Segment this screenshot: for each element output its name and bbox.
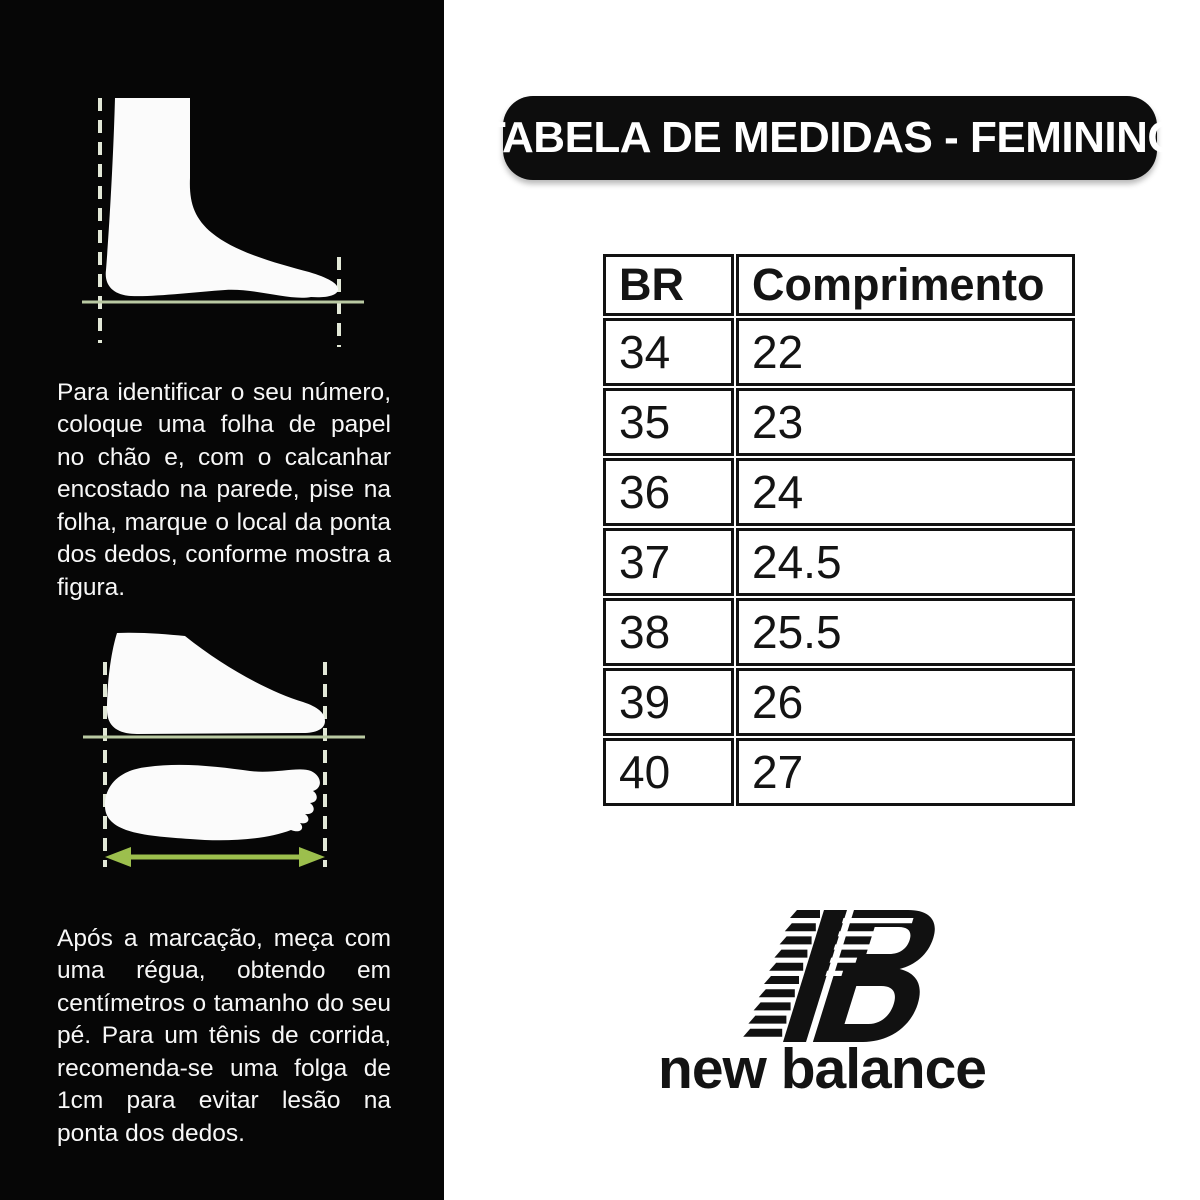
- size-length-cell: 23: [736, 388, 1075, 456]
- size-length-cell: 26: [736, 668, 1075, 736]
- size-br-cell: 40: [603, 738, 734, 806]
- instruction-text-2: Após a marcação, meça com uma régua, obtendo em centímetros o tamanho do seu pé. Para um tênis de corrida, recomenda-se uma folga de 1cm para evitar lesão na ponta dos dedos.: [57, 924, 391, 1147]
- size-br-cell: 37: [603, 528, 734, 596]
- size-length-cell: 27: [736, 738, 1075, 806]
- column-header-comprimento: Comprimento: [736, 254, 1075, 316]
- size-br-cell: 35: [603, 388, 734, 456]
- table-row: [603, 598, 1075, 666]
- table-header-row: [603, 254, 1075, 316]
- column-header-br: BR: [603, 254, 734, 316]
- footprint-silhouette: [105, 765, 320, 840]
- chart-title-banner: [478, 96, 1182, 180]
- table-row: [603, 318, 1075, 386]
- size-br-cell: 36: [603, 458, 734, 526]
- size-length-cell: 24: [736, 458, 1075, 526]
- table-row: [603, 738, 1075, 806]
- table-row: [603, 528, 1075, 596]
- table-row: [603, 388, 1075, 456]
- length-arrow: [105, 847, 325, 867]
- size-br-cell: 38: [603, 598, 734, 666]
- new-balance-logo-icon: [723, 910, 943, 1042]
- foot-silhouette: [106, 98, 338, 298]
- size-br-cell: 39: [603, 668, 734, 736]
- instruction-text-1: Para identificar o seu número, coloque uma folha de papel no chão e, com o calcanhar encostado na parede, pise na folha, marque o local da ponta dos dedos, conforme mostra a figura.: [57, 378, 391, 601]
- instructions-panel: [0, 0, 444, 1200]
- foot-profile-silhouette: [107, 633, 325, 734]
- foot-length-measure-icon: [75, 620, 375, 875]
- foot-side-profile-icon: [75, 90, 375, 355]
- size-table: [601, 252, 1077, 808]
- size-length-cell: 22: [736, 318, 1075, 386]
- size-length-cell: 24.5: [736, 528, 1075, 596]
- page-title: TABELA DE MEDIDAS - FEMININO: [478, 113, 1182, 162]
- size-br-cell: 34: [603, 318, 734, 386]
- table-row: [603, 668, 1075, 736]
- table-row: [603, 458, 1075, 526]
- new-balance-wordmark: new balance: [658, 1037, 986, 1101]
- size-length-cell: 25.5: [736, 598, 1075, 666]
